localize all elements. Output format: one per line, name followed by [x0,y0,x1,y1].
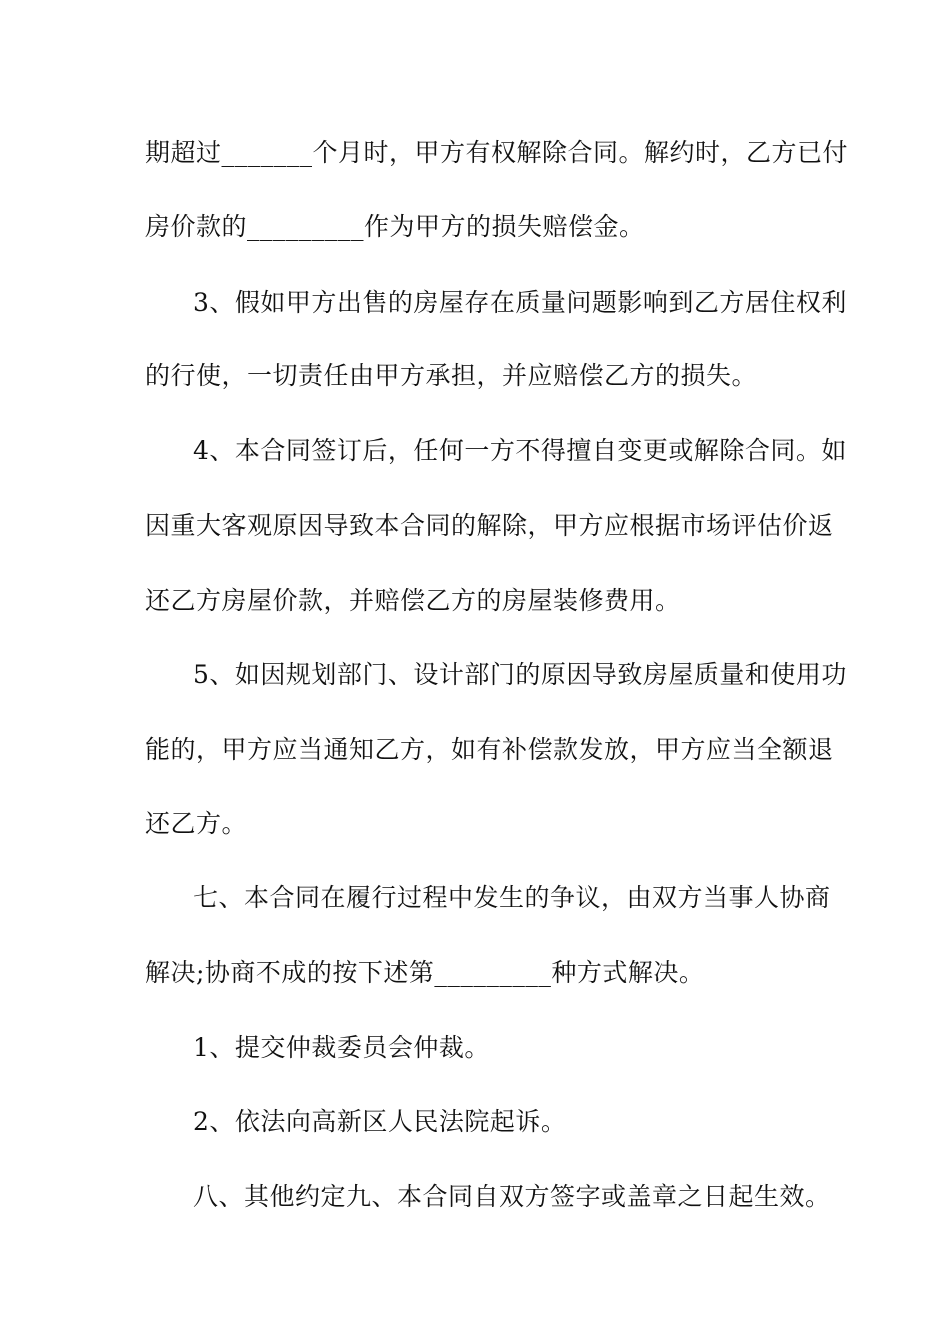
text-line: 八、其他约定九、本合同自双方签字或盖章之日起生效。 [193,1182,831,1211]
text-line: 5、如因规划部门、设计部门的原因导致房屋质量和使用功 [193,660,847,689]
text-line: 还乙方。 [145,809,248,838]
text-line: 解决;协商不成的按下述第_________种方式解决。 [145,958,705,987]
text-line: 能的，甲方应当通知乙方，如有补偿款发放，甲方应当全额退 [145,735,834,764]
text-line: 1、提交仲裁委员会仲裁。 [193,1033,490,1062]
text-line: 的行使，一切责任由甲方承担，并应赔偿乙方的损失。 [145,361,758,390]
text-line: 期超过_______个月时，甲方有权解除合同。解约时，乙方已付 [145,138,849,167]
text-line: 3、假如甲方出售的房屋存在质量问题影响到乙方居住权利 [193,288,847,317]
text-line: 房价款的_________作为甲方的损失赔偿金。 [145,212,645,241]
text-line: 2、依法向高新区人民法院起诉。 [193,1107,567,1136]
text-line: 七、本合同在履行过程中发生的争议，由双方当事人协商 [193,883,831,912]
text-line: 还乙方房屋价款，并赔偿乙方的房屋装修费用。 [145,586,681,615]
text-line: 因重大客观原因导致本合同的解除，甲方应根据市场评估价返 [145,511,834,540]
text-line: 4、本合同签订后，任何一方不得擅自变更或解除合同。如 [193,436,847,465]
